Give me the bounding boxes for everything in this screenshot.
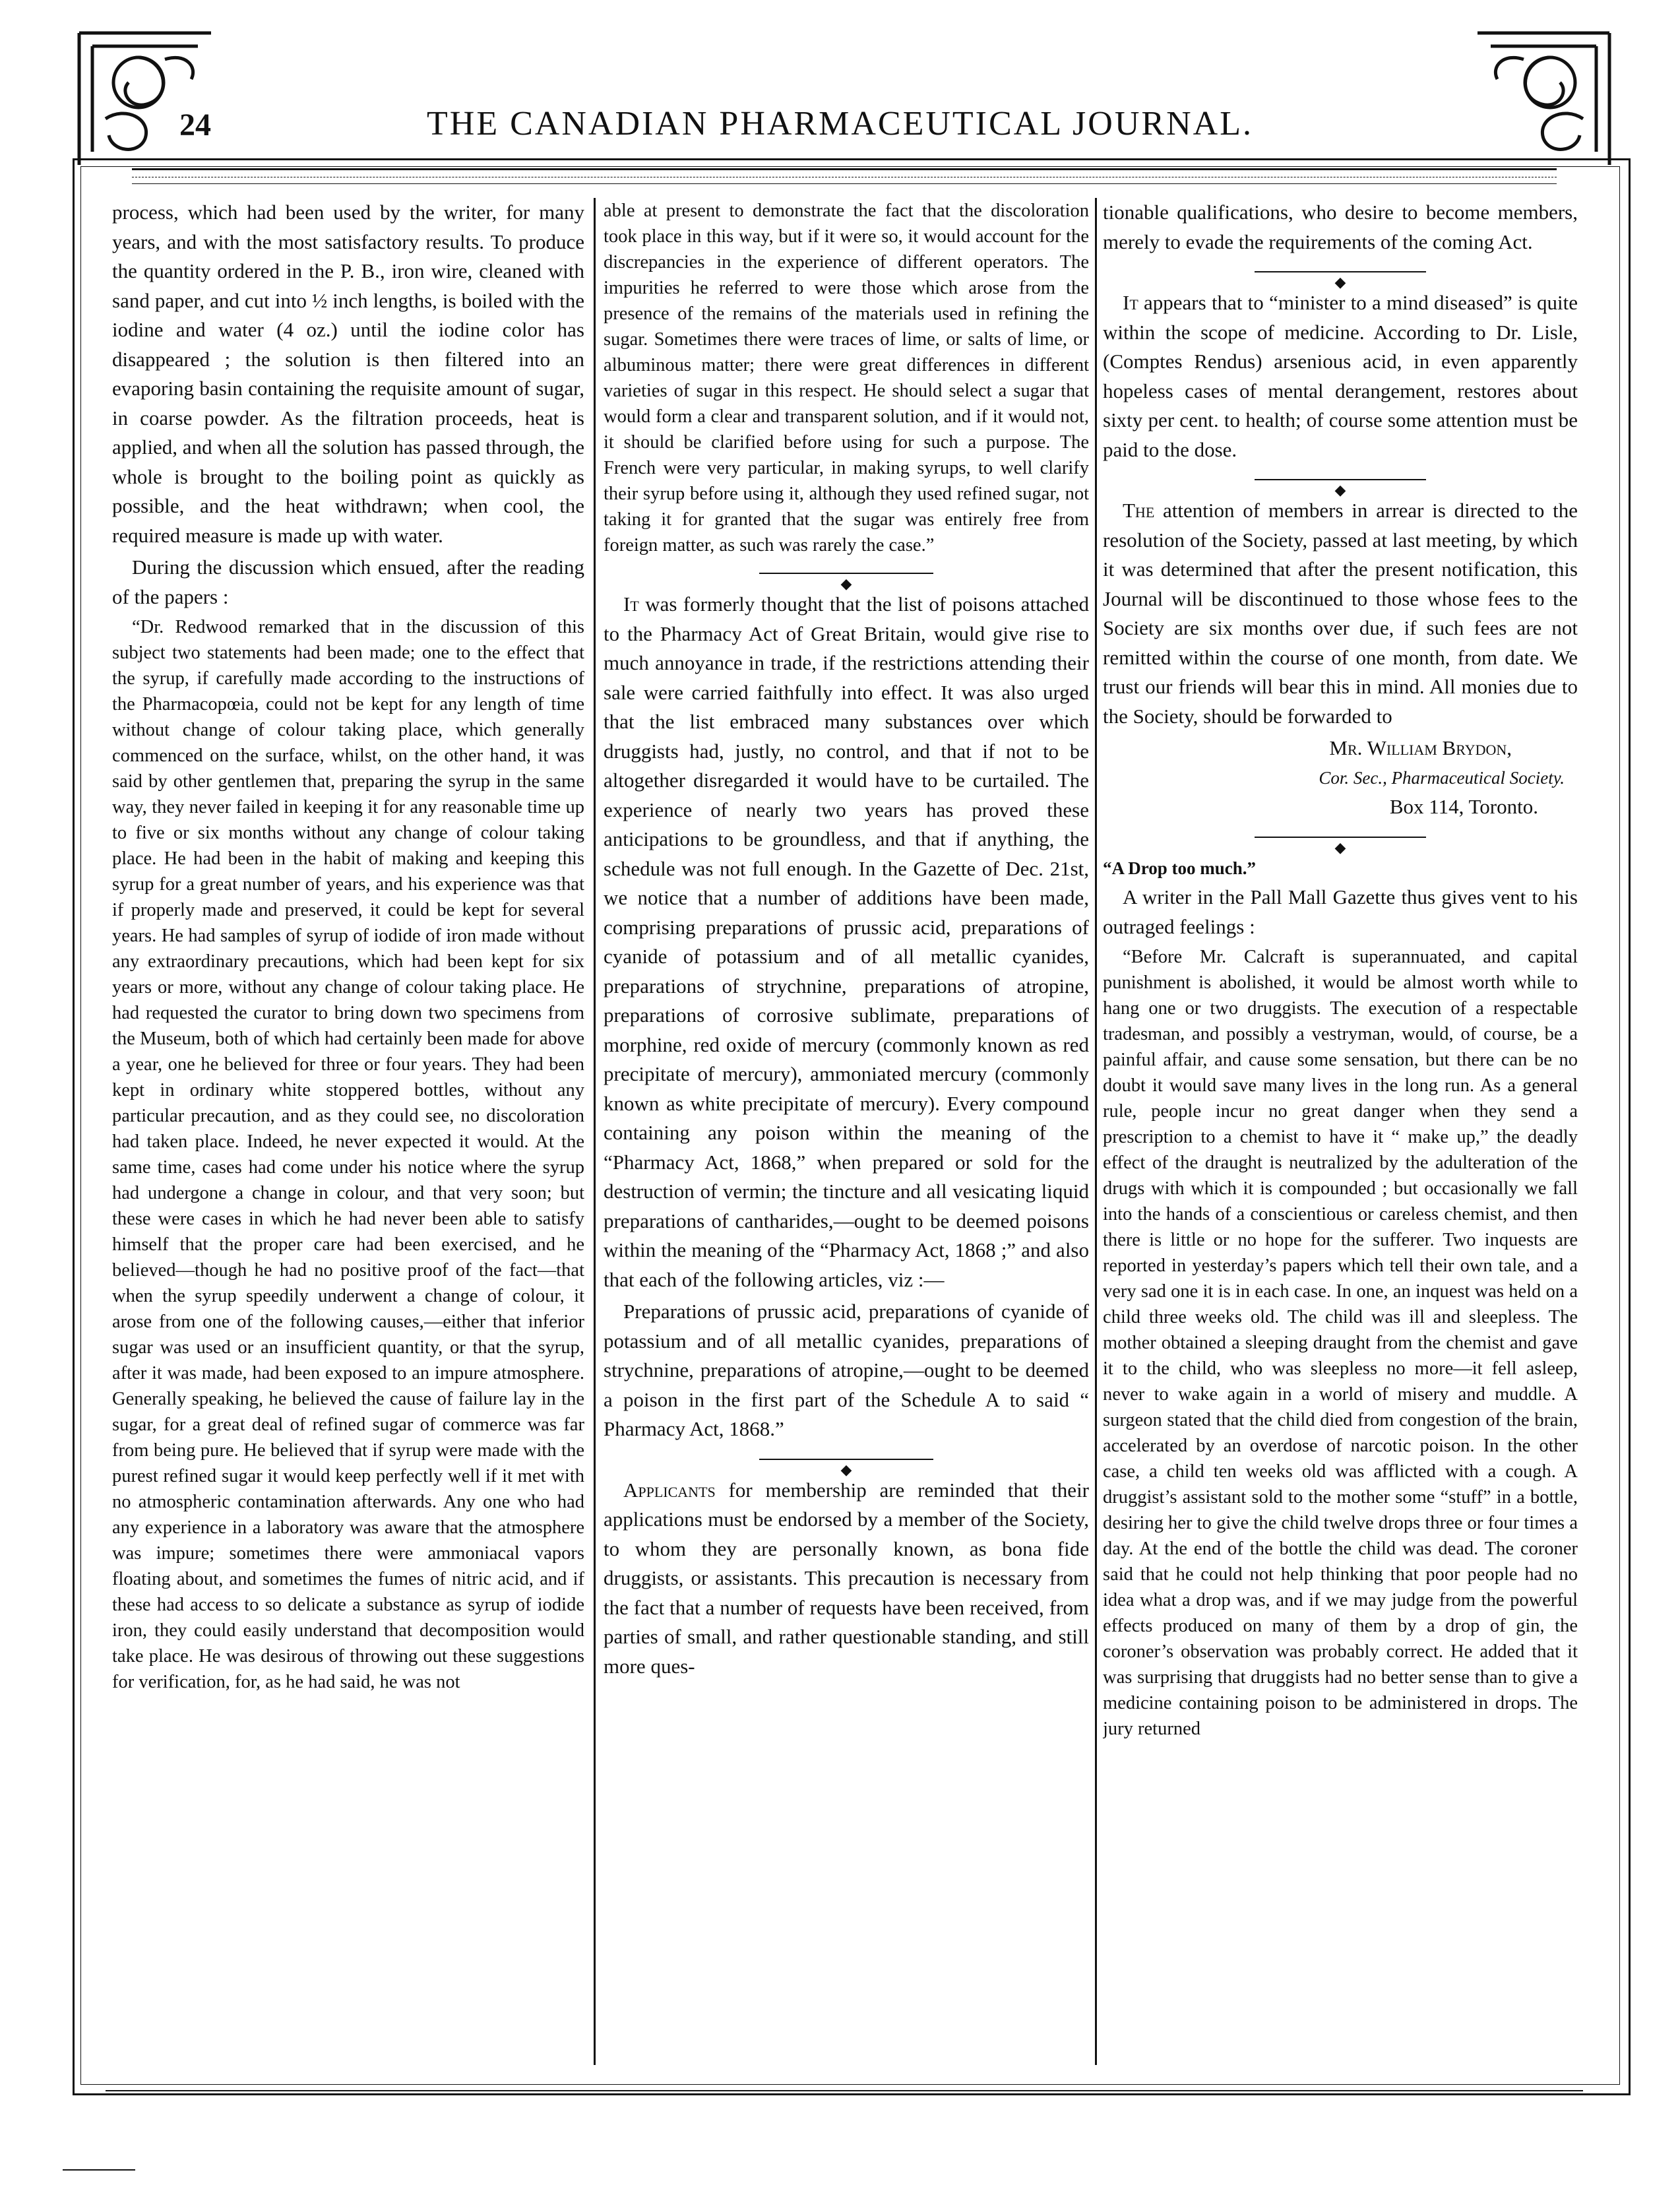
- signature-title: Cor. Sec., Pharmaceutical Society.: [1319, 767, 1565, 788]
- column-divider: [594, 198, 596, 2065]
- signature-name: Mr. William Brydon,: [1329, 736, 1512, 759]
- section-separator: ◆: [604, 1453, 1089, 1464]
- column-divider: [1095, 198, 1097, 2065]
- quoted-paragraph: “Before Mr. Calcraft is superannuated, and capital punishment is abolished, it would be almost worth while to hang one or two druggists. The execution of a respectable tradesman, and possibly a vestryman, would, of course, be a painful affair, and cause some sensation, but there can be no doubt it would save many lives in the long run. As a general rule, people incur no great danger when they send a prescription to a chemist to have it “ make up,” the deadly effect of the draught is neutralized by the adulteration of the drugs with which it is compounded ; but occasionally we fall into the hands of a conscientious or careless chemist, and then there is little or no hope for the sufferer. Two inquests are reported in yesterday’s papers which tell their own tale, and a very sad one it is in each case. In one, an inquest was held on a child three weeks old. The child was ill and sleepless. The mother obtained a sleeping draught from the chemist and gave it to the child, who was sleepless no more—it fell asleep, never to wake again in a world of misery and muddle. A surgeon stated that the child died from congestion of the brain, accelerated by an overdose of narcotic poison. In the other case, a child ten weeks old was afflicted with a cough. A druggist’s assistant sold to the mother some “stuff” in a bottle, desiring her to give the child twelve drops three or four times a day. At the end of the bottle the child was dead. The coroner said that he could not help thinking that poor people had no idea what a drop was, and if we may judge from the powerful effects produced on many of them by a drop of gin, the coroner’s observation was probably correct. He added that it was surprising that druggists had no better sense than to give a medicine containing poison to be administered in drops. The jury returned: [1103, 947, 1578, 1739]
- column-2: [604, 198, 1089, 2065]
- ornament-corner-left-icon: [66, 20, 224, 178]
- paragraph: tionable qualifications, who desire to become members, merely to evade the requirements of the coming Act.: [1103, 201, 1578, 253]
- column-1: [112, 198, 584, 2065]
- paragraph: It appears that to “minister to a mind diseased” is quite within the scope of medicine. According to Dr. Lisle, (Comptes Rendus) arsenious acid, in even apparently hopeless cases of mental derangement, restores about sixty per cent. to health; of course some attention must be paid to the dose.: [1103, 291, 1578, 461]
- page-number: 24: [179, 108, 211, 143]
- journal-title: THE CANADIAN PHARMACEUTICAL JOURNAL.: [427, 105, 1253, 143]
- paragraph: During the discussion which ensued, after the reading of the papers :: [112, 556, 584, 608]
- ornament-corner-right-icon: [1464, 20, 1623, 178]
- header-rule-thin: [132, 183, 1557, 184]
- section-separator: ◆: [1103, 266, 1578, 276]
- footer-rule: [106, 2090, 1583, 2091]
- footer-mark: [63, 2169, 135, 2171]
- section-separator: ◆: [1103, 474, 1578, 484]
- paragraph: A writer in the Pall Mall Gazette thus gives vent to his outraged feelings :: [1103, 885, 1578, 938]
- quoted-paragraph: able at present to demonstrate the fact that the discoloration took place in this way, but if it were so, it would account for the discrepancies in the experience of different operators. The impurities he referred to were those which arose from the presence of the remains of the materials used in refining the sugar. Sometimes there were traces of lime, or salts of lime, or albuminous matter; there were great differences in different varieties of sugar in this respect. He should select a sugar that would form a clear and transparent solution, and if it would not, it should be clarified before using for such a purpose. The French were very particular, in making syrups, to well clarify their syrup before using it, although they used refined sugar, not taking it for granted that the sugar was entirely free from foreign matter, as such was rarely the case.”: [604, 201, 1089, 556]
- paragraph: Preparations of prussic acid, preparations of cyanide of potassium and of all metallic cyanides, preparations of strychnine, preparations of atropine,—ought to be deemed a poison in the first part of the Schedule A to said “ Pharmacy Act, 1868.”: [604, 1300, 1089, 1440]
- section-separator: ◆: [1103, 831, 1578, 842]
- paragraph: process, which had been used by the writer, for many years, and with the most satisfactory results. To produce the quantity ordered in the P. B., iron wire, cleaned with sand paper, and cut into ½ inch lengths, is boiled with the iodine and water (4 oz.) until the iodine color has disappeared ; the solution is then filtered into an evaporing basin containing the requisite amount of sugar, in coarse powder. As the filtration proceeds, heat is applied, and when all the solution has passed through, the whole is brought to the boiling point as quickly as possible, and the heat withdrawn; when cool, the required measure is made up with water.: [112, 201, 584, 547]
- signature-address: Box 114, Toronto.: [1389, 795, 1538, 818]
- section-separator: ◆: [604, 567, 1089, 578]
- article-heading: “A Drop too much.”: [1103, 858, 1257, 878]
- header-rule: [132, 168, 1557, 170]
- quoted-paragraph: “Dr. Redwood remarked that in the discussion of this subject two statements had been made; one to the effect that the syrup, if carefully made according to the instructions of the Pharmacopœia, could not be kept for any length of time without change of colour taking place, which generally commenced on the surface, whilst, on the other hand, it was said by other gentlemen that, preparing the syrup in the same way, they never failed in keeping it for any reasonable time up to five or six months without any change of colour taking place. He had been in the habit of making and keeping this syrup for a great number of years, and his experience was that if properly made and preserved, it could be kept for several years. He had samples of syrup of iodide of iron made without any extraordinary precautions, which had been kept for six years or more, without any change of colour taking place. He had requested the curator to bring down two specimens from the Museum, both of which had certainly been made for above a year, one he believed for three or four years. They had been kept in ordinary white stoppered bottles, without any particular precaution, and as they could see, no discoloration had taken place. Indeed, he never expected it would. At the same time, cases had come under his notice where the syrup had undergone a change in colour, and that very soon; but these were cases in which he had never been able to satisfy himself that the proper care had been exercised, and he believed—though he had no positive proof of the fact—that when the syrup speedily underwent a change of colour, it arose from one of the following causes,—either that inferior sugar was used or an insufficient quantity, or that the syrup, after it was made, had been exposed to an impure atmosphere. Generally speaking, he believed the cause of failure lay in the sugar, for a great deal of refined sugar of commerce was far from being pure. He believed that if syrup were made with the purest refined sugar it would keep perfectly well if it met with no atmospheric contamination afterwards. Any one who had any experience in a laboratory was aware that the atmosphere was impure; sometimes there were ammoniacal vapors floating about, and sometimes the fumes of nitric acid, and if these had access to so delicate a substance as syrup of iodide iron, they could easily understand that decomposition would take place. He was desirous of throwing out these suggestions for verification, for, as he had said, he was not: [112, 617, 584, 1692]
- paragraph: The attention of members in arrear is directed to the resolution of the Society, passed at last meeting, by which it was determined that after the present notification, this Journal will be discontinued to those whose fees to the Society are six months over due, if such fees are not remitted within the course of one month, from date. We trust our friends will bear this in mind. All monies due to the Society, should be forwarded to: [1103, 499, 1578, 728]
- paragraph: Applicants for membership are reminded that their applications must be endorsed by a member of the Society, to whom they are personally known, as bona fide druggists, or assistants. This precaution is necessary from the fact that a number of requests have been received, from parties of small, and rather questionable standing, and still more ques-: [604, 1478, 1089, 1678]
- paragraph: It was formerly thought that the list of poisons attached to the Pharmacy Act of Great Britain, would give rise to much annoyance in trade, if the restrictions attending their sale were carried faithfully into effect. It was also urged that the list embraced many substances over which druggists had, justly, no control, and that if not to be altogether disregarded it would have to be curtailed. The experience of nearly two years has proved these anticipations to be groundless, and that if anything, the schedule was not full enough. In the Gazette of Dec. 21st, we notice that a number of additions have been made, comprising preparations of prussic acid, preparations of cyanide of potassium and of all metallic cyanides, preparations of strychnine, preparations of atropine, preparations of corrosive sublimate, preparations of morphine, red oxide of mercury (commonly known as red precipitate of mercury), ammoniated mercury (commonly known as white precipitate of mercury). Every compound containing any poison within the meaning of the “Pharmacy Act, 1868,” when prepared or sold for the destruction of vermin; the tincture and all vesicating liquid preparations of cantharides,—ought to be deemed poisons within the meaning of the “Pharmacy Act, 1868 ;” and also that each of the following articles, viz :—: [604, 592, 1089, 1291]
- column-3: [1103, 198, 1578, 2065]
